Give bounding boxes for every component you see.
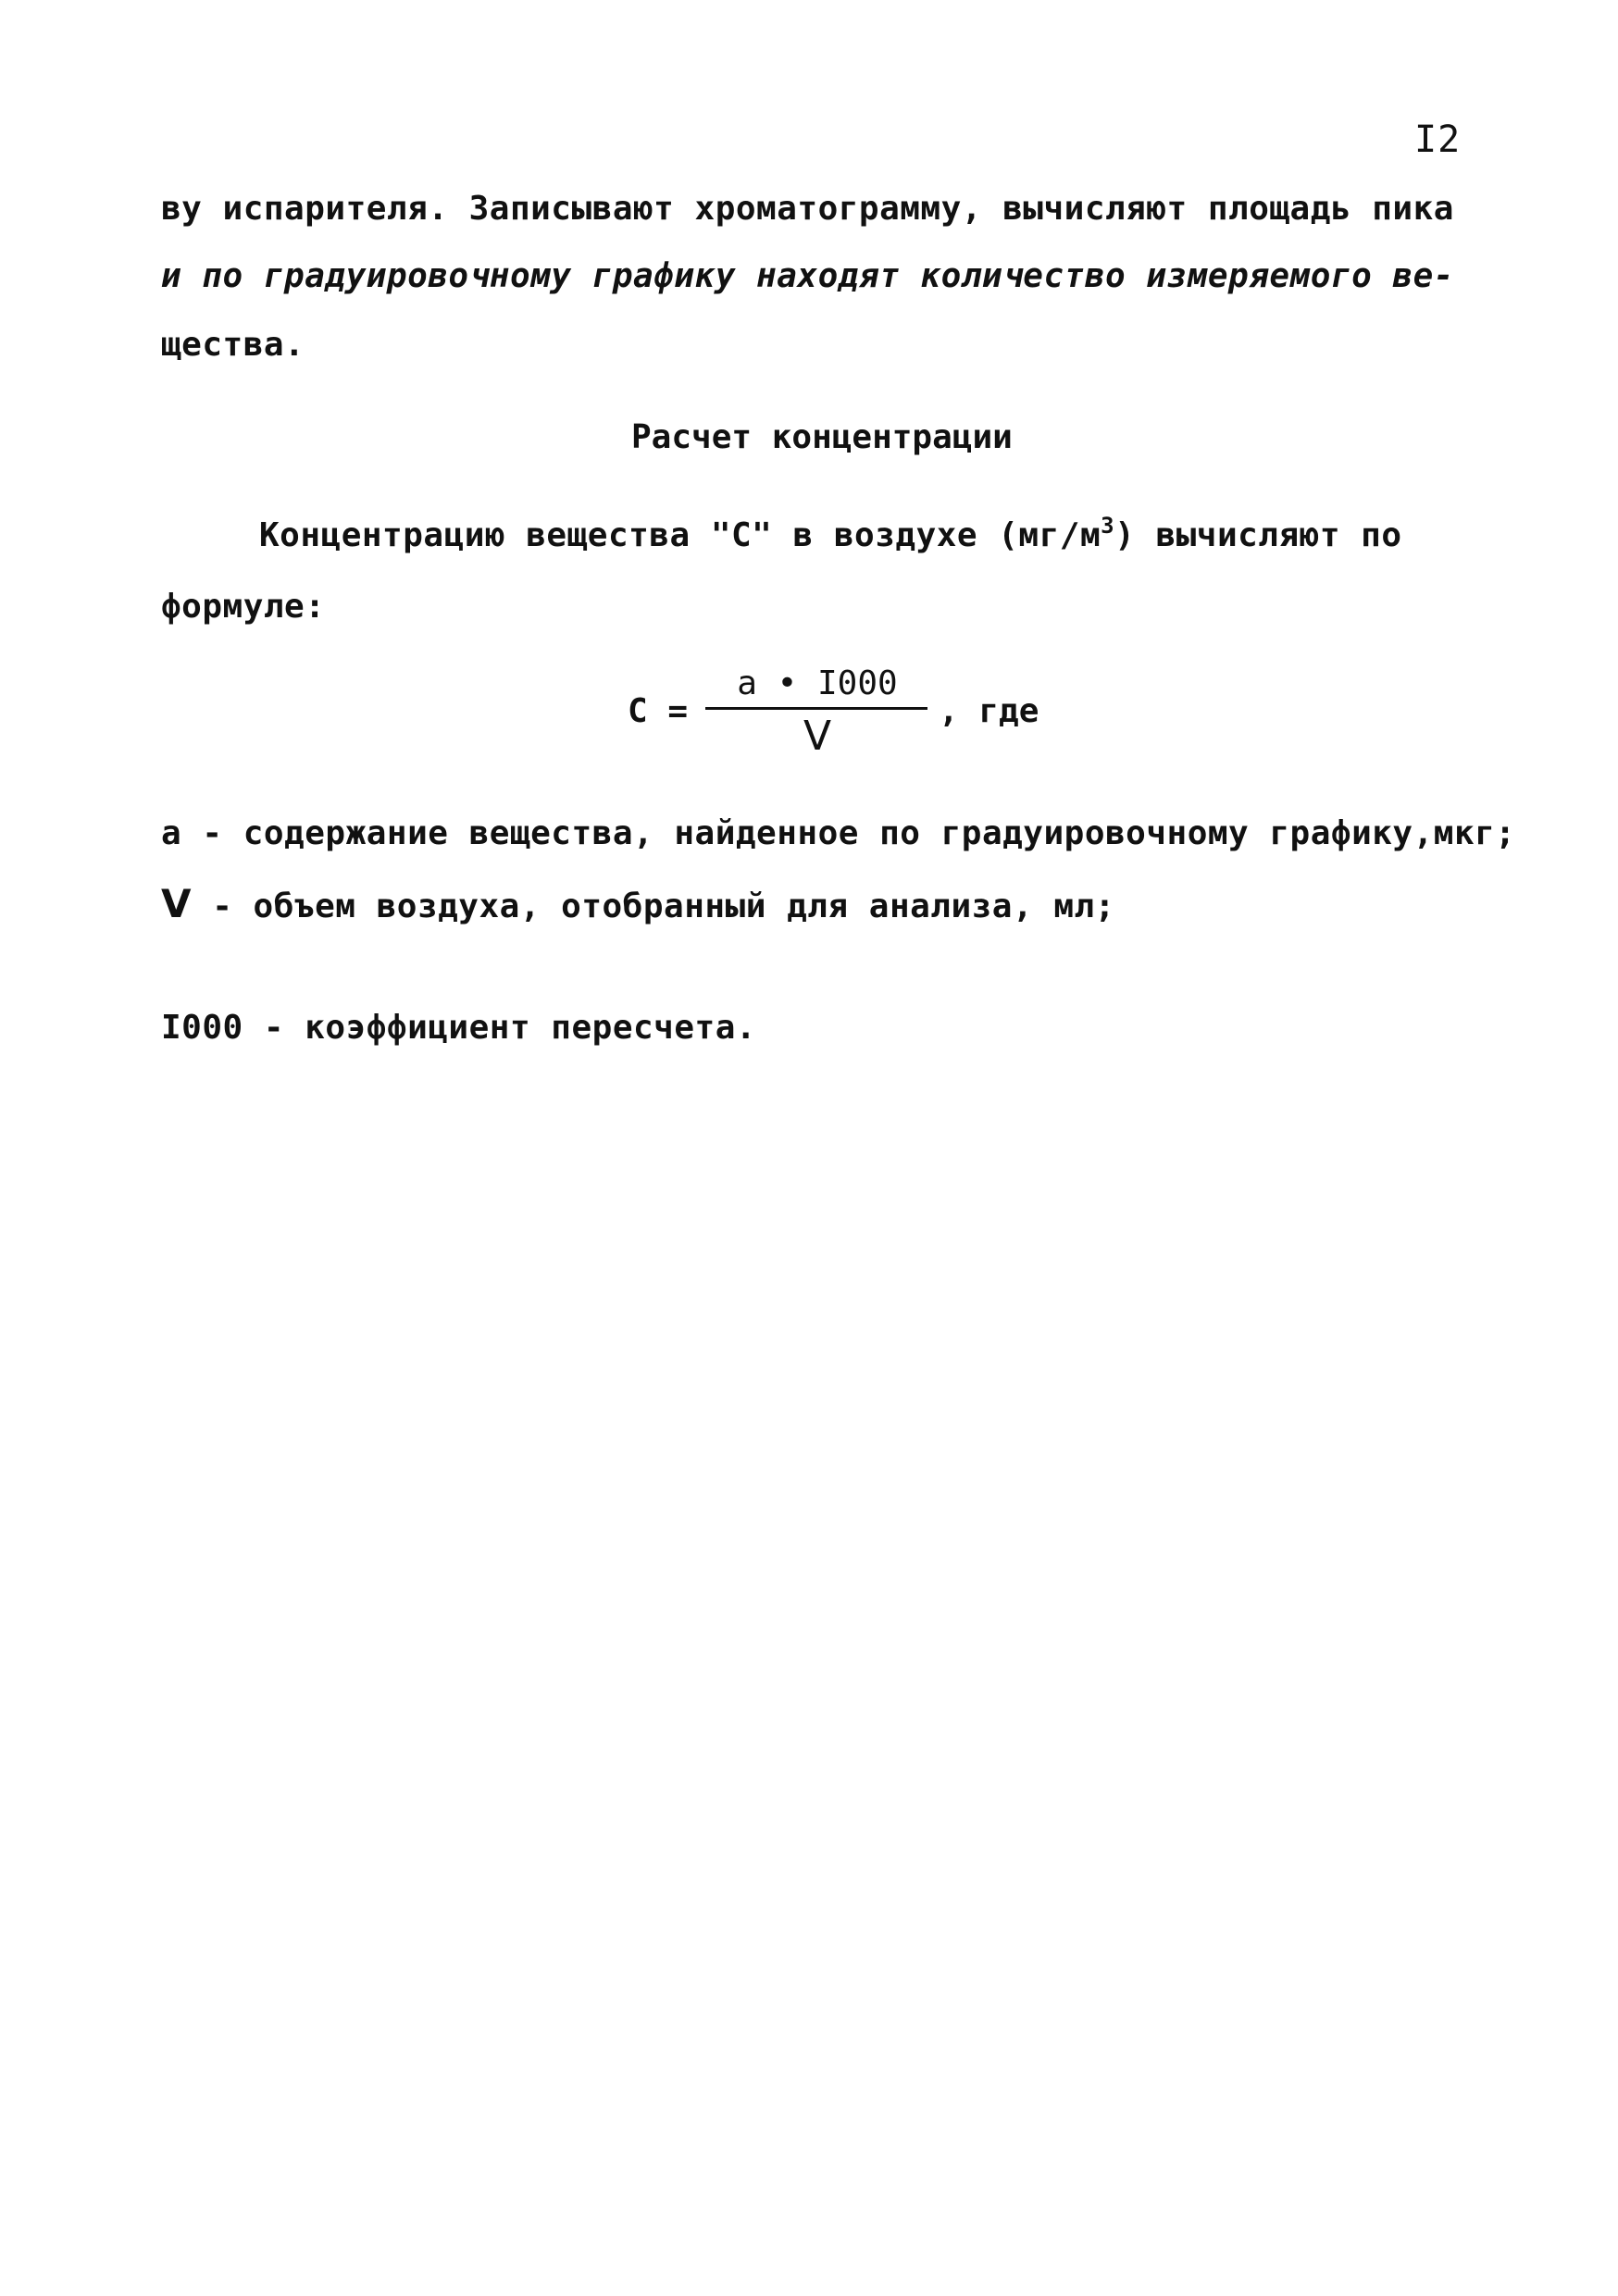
definition-a: а - содержание вещества, найденное по градуировочному графику,мкг; (161, 814, 1516, 852)
formula-lhs: С = (628, 692, 689, 730)
page-number: I2 (1414, 118, 1462, 161)
definition-k: I000 - коэффициент пересчета. (161, 1009, 757, 1047)
concentration-formula (628, 664, 1053, 776)
formula-denominator: V (803, 713, 832, 760)
formula-numerator: а • I000 (737, 664, 898, 702)
paragraph-line: ву испарителя. Записывают хроматограмму, вычисляют площадь пика (161, 190, 1454, 228)
formula-intro-line: формуле: (161, 588, 326, 626)
fraction-bar (705, 707, 927, 710)
section-heading: Расчет концентрации (631, 418, 1013, 456)
intro-text-before: Концентрацию вещества "С" в воздухе (мг/м (259, 516, 1101, 554)
definition-v-text: - объем воздуха, отобранный для анализа, мл; (212, 887, 1115, 925)
v-symbol: V (161, 881, 193, 926)
formula-where: , где (939, 692, 1039, 730)
definition-v (161, 881, 1115, 926)
intro-text-after: ) вычисляют по (1114, 516, 1402, 554)
paragraph-line: щества. (161, 326, 305, 364)
formula-intro-line (259, 513, 1402, 554)
paragraph-line: и по градуировочному графику находят количество измеряемого ве- (161, 257, 1454, 295)
superscript-three: 3 (1101, 513, 1115, 539)
